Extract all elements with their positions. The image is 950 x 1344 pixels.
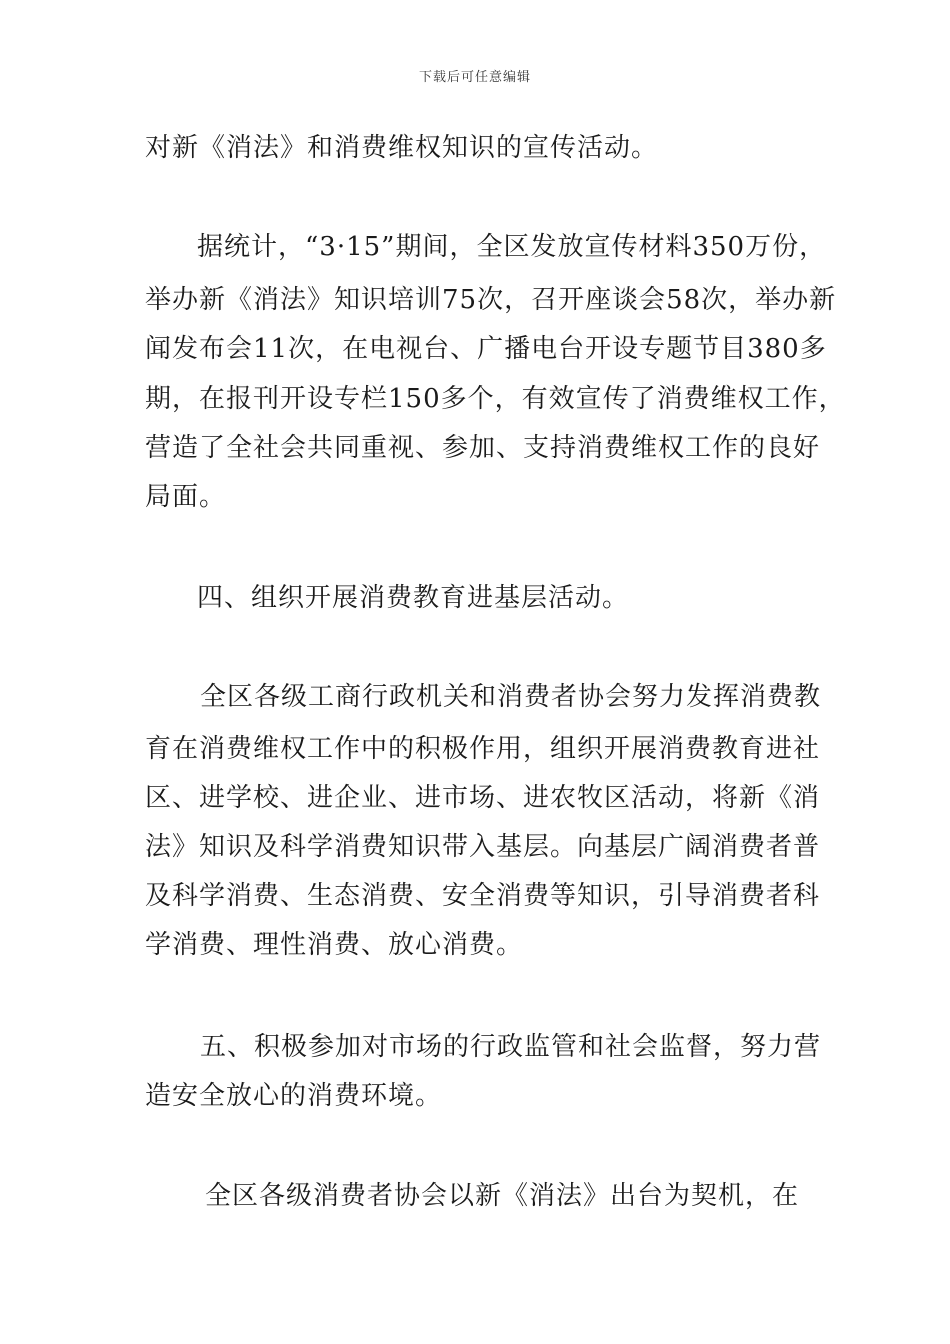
paragraph-line: 营造了全社会共同重视、参加、支持消费维权工作的良好 [145, 433, 821, 463]
paragraph-line: 育在消费维权工作中的积极作用，组织开展消费教育进社 [145, 734, 821, 764]
paragraph-line: 闻发布会11次，在电视台、广播电台开设专题节目380多 [145, 334, 827, 364]
paragraph-line: 期，在报刊开设专栏150多个，有效宣传了消费维权工作， [145, 384, 846, 414]
paragraph-line: 局面。 [145, 482, 227, 512]
section-heading: 四、组织开展消费教育进基层活动。 [197, 583, 630, 613]
paragraph-line: 据统计，“3·15”期间，全区发放宣传材料350万份， [197, 232, 827, 262]
paragraph-line: 区、进学校、进企业、进市场、进农牧区活动，将新《消 [145, 783, 821, 813]
paragraph-line: 学消费、理性消费、放心消费。 [145, 930, 524, 960]
page-header: 下载后可任意编辑 [418, 70, 531, 85]
paragraph-line: 法》知识及科学消费知识带入基层。向基层广阔消费者普 [145, 832, 821, 862]
paragraph-line: 举办新《消法》知识培训75次，召开座谈会58次，举办新 [145, 285, 837, 315]
section-heading: 五、积极参加对市场的行政监管和社会监督，努力营 [200, 1032, 822, 1062]
paragraph-line: 及科学消费、生态消费、安全消费等知识，引导消费者科 [145, 881, 821, 911]
paragraph-line: 全区各级工商行政机关和消费者协会努力发挥消费教 [200, 682, 822, 712]
paragraph-line: 对新《消法》和消费维权知识的宣传活动。 [145, 133, 659, 163]
paragraph-line: 全区各级消费者协会以新《消法》出台为契机，在 [205, 1181, 800, 1211]
section-heading: 造安全放心的消费环境。 [145, 1081, 443, 1111]
